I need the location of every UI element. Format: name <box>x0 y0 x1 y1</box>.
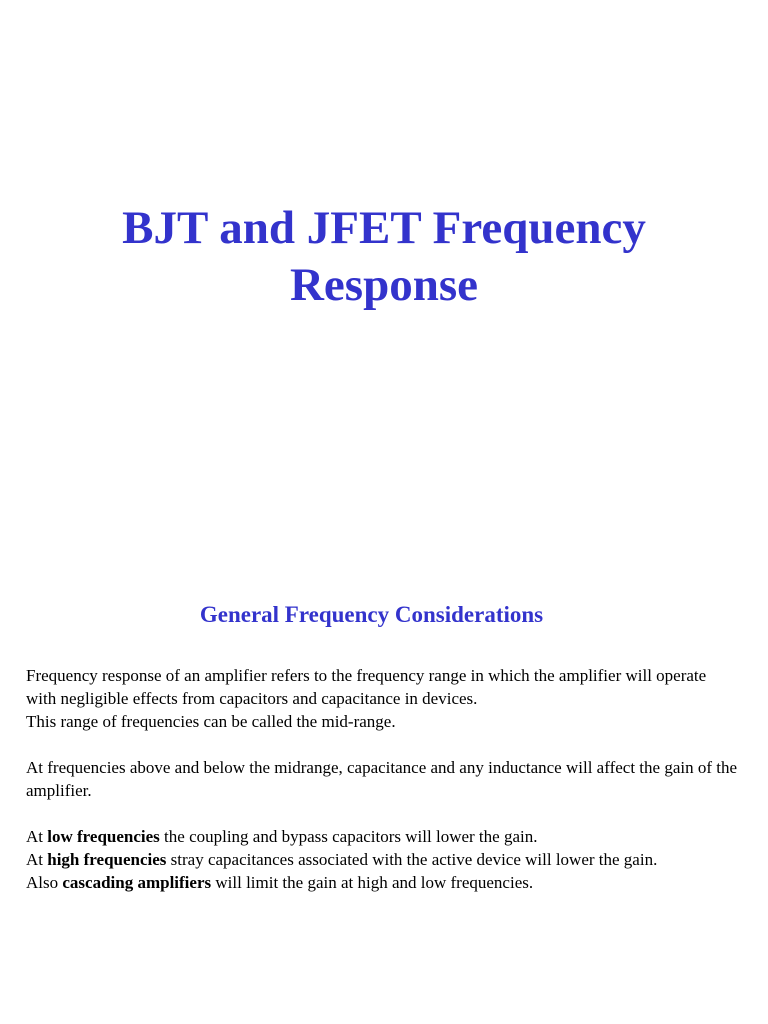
paragraph-low-frequencies <box>26 825 738 848</box>
slide-title-line-1: BJT and JFET Frequency <box>122 202 646 254</box>
paragraph-spacer <box>26 802 738 825</box>
paragraph-definition: Frequency response of an amplifier refers to the frequency range in which the amplifier will operate with negligible effects from capacitors and capacitance in devices. <box>26 666 707 708</box>
body-text <box>26 664 738 894</box>
high-frequencies-prefix: At <box>26 850 48 869</box>
cascading-amplifiers-term: cascading amplifiers <box>62 873 212 892</box>
paragraph-high-frequencies <box>26 848 738 871</box>
paragraph-spacer <box>26 733 738 756</box>
slide-title <box>0 200 768 314</box>
low-frequencies-text: the coupling and bypass capacitors will lower the gain. <box>159 827 538 846</box>
paragraph-cascading-amplifiers <box>26 871 738 894</box>
paragraph-mid-range: This range of frequencies can be called the mid-range. <box>26 712 396 731</box>
slide-title-line-2: Response <box>289 259 479 311</box>
low-frequencies-prefix: At <box>26 827 48 846</box>
cascading-amplifiers-prefix: Also <box>26 873 63 892</box>
high-frequencies-text: stray capacitances associated with the active device will lower the gain. <box>166 850 658 869</box>
high-frequencies-term: high frequencies <box>47 850 167 869</box>
cascading-amplifiers-text: will limit the gain at high and low frequencies. <box>211 873 534 892</box>
paragraph-capacitance-effect: At frequencies above and below the midrange, capacitance and any inductance will affect the gain of the amplifier. <box>26 758 738 800</box>
section-heading: General Frequency Considerations <box>199 602 544 627</box>
low-frequencies-term: low frequencies <box>47 827 160 846</box>
